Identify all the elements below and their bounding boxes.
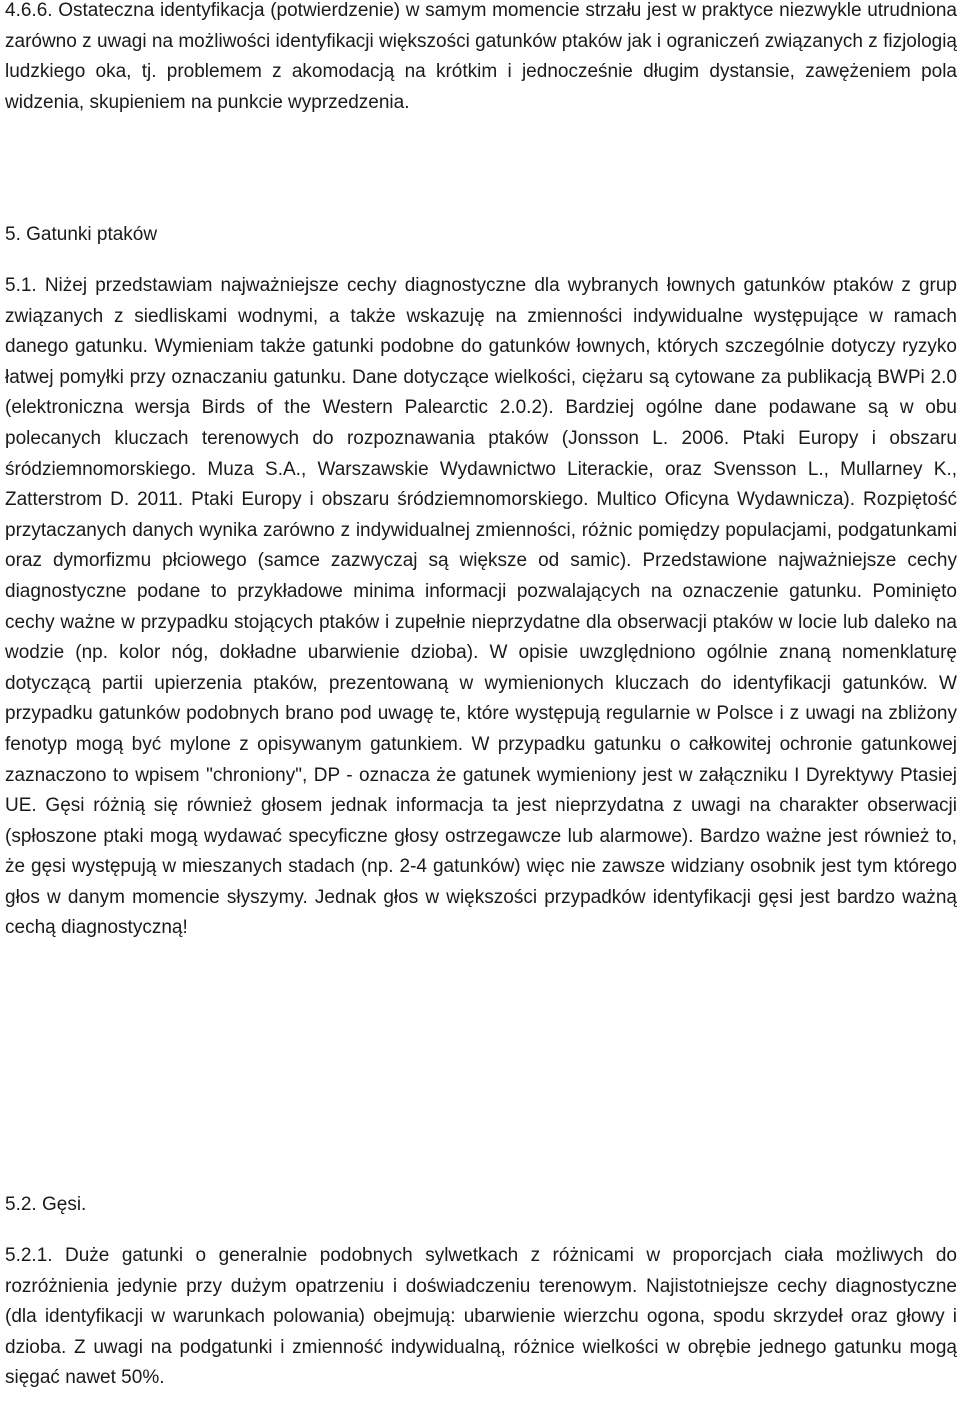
paragraph-5-2-1: 5.2.1. Duże gatunki o generalnie podobnych sylwetkach z różnicami w proporcjach ciała możliwych do rozróżnienia jedynie przy dużym opatrzeniu i doświadczeniu terenowym. Najistotniejsze cechy diagnostyczne (dla identyfikacji w warunkach polowania) obejmują: ubarwienie wierzchu ogona, spodu skrzydeł oraz głowy i dzioba. Z uwagi na podgatunki i zmienność indywidualną, różnice wielkości w obrębie jednego gatunku mogą sięgać nawet 50%. <box>5 1245 957 1389</box>
paragraph-5-1: 5.1. Niżej przedstawiam najważniejsze cechy diagnostyczne dla wybranych łownych gatunków ptaków z grup związanych z siedliskami wodnymi, a także wskazuję na zmienności indywidualne występujące w ramach danego gatunku. Wymieniam także gatunki podobne do gatunków łownych, których szczególnie dotyczy ryzyko łatwej pomyłki przy oznaczaniu gatunku. Dane dotyczące wielkości, ciężaru są cytowane za publikacją BWPi 2.0 (elektroniczna wersja Birds of the Western Palearctic 2.0.2). Bardziej ogólne dane podawane są w obu polecanych kluczach terenowych do rozpoznawania ptaków (Jonsson L. 2006. Ptaki Europy i obszaru śródziemnomorskiego. Muza S.A., Warszawskie Wydawnictwo Literackie, oraz Svensson L., Mullarney K., Zatterstrom D. 2011. Ptaki Europy i obszaru śródziemnomorskiego. Multico Oficyna Wydawnicza). Rozpiętość przytaczanych danych wynika zarówno z indywidualnej zmienności, różnic pomiędzy populacjami, podgatunkami oraz dymorfizmu płciowego (samce zazwyczaj są większe od samic). Przedstawione najważniejsze cechy diagnostyczne podane to przykładowe minima informacji pozwalających na oznaczenie gatunku. Pominięto cechy ważne w przypadku stojących ptaków i zupełnie nieprzydatne dla obserwacji ptaków w locie lub daleko na wodzie (np. kolor nóg, dokładne ubarwienie dzioba). W opisie uwzględniono ogólnie znaną nomenklaturę dotyczącą partii upierzenia ptaków, prezentowaną w wymienionych kluczach do identyfikacji gatunków. W przypadku gatunków podobnych brano pod uwagę te, które występują regularnie w Polsce i z uwagi na zbliżony fenotyp mogą być mylone z opisywanym gatunkiem. W przypadku gatunku o całkowitej ochronie gatunkowej zaznaczono to wpisem "chroniony", DP - oznacza że gatunek wymieniony jest w załączniku I Dyrektywy Ptasiej UE. Gęsi różnią się również głosem jednak informacja ta jest nieprzydatna z uwagi na charakter obserwacji (spłoszone ptaki mogą wydawać specyficzne głosy ostrzegawcze lub alarmowe). Bardzo ważne jest również to, że gęsi występują w mieszanych stadach (np. 2-4 gatunków) więc nie zawsze widziany osobnik jest tym którego głos w danym momencie słyszymy. Jednak głos w większości przypadków identyfikacji gęsi jest bardzo ważną cechą diagnostyczną! <box>5 275 957 939</box>
section-heading-gesi: 5.2. Gęsi. <box>5 1194 87 1215</box>
paragraph-4-6-6: 4.6.6. Ostateczna identyfikacja (potwierdzenie) w samym momencie strzału jest w praktyce niezwykle utrudniona zarówno z uwagi na możliwości identyfikacji większości gatunków ptaków jak i ograniczeń związanych z fizjologią ludzkiego oka, tj. problemem z akomodacją na krótkim i jednocześnie długim dystansie, zawężeniem pola widzenia, skupieniem na punkcie wyprzedzenia. <box>5 0 957 113</box>
section-heading-gatunki-ptakow: 5. Gatunki ptaków <box>5 224 158 245</box>
